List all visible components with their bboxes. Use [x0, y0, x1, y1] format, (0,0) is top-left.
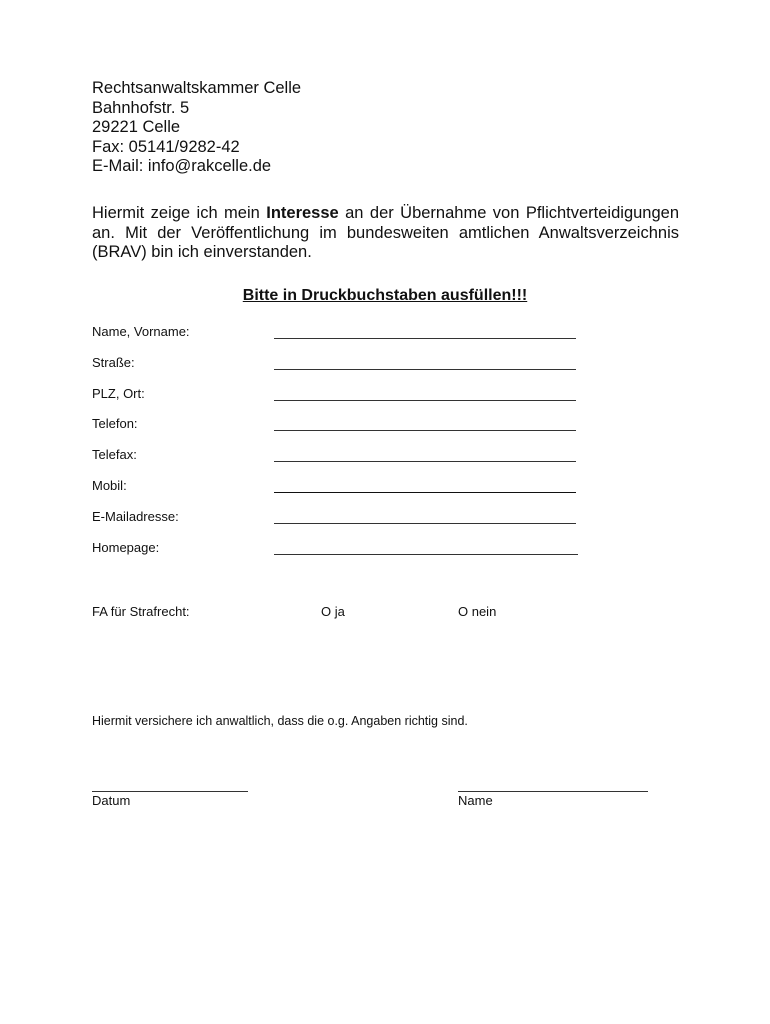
fill-in-line[interactable] [274, 523, 576, 524]
fill-in-line[interactable] [274, 369, 576, 370]
fill-in-line[interactable] [274, 338, 576, 339]
name-label: Name [458, 793, 493, 808]
field-label: Homepage: [92, 540, 160, 555]
fill-in-line[interactable] [274, 430, 576, 431]
field-label: Straße: [92, 355, 135, 370]
intro-paragraph [92, 204, 679, 263]
address-organization: Rechtsanwaltskammer Celle [92, 79, 302, 97]
address-email: E-Mail: info@rakcelle.de [92, 157, 272, 175]
instruction-heading: Bitte in Druckbuchstaben ausfüllen!!! [242, 287, 528, 304]
fill-in-line[interactable] [274, 400, 576, 401]
field-label: E-Mailadresse: [92, 509, 179, 524]
intro-text-end: an der Übernahme von Pflichtverteidigungen an. Mit der Veröffentlichung im bundesweiten amtlichen Anwaltsverzeichnis (BRAV) bin ich einverstanden. [92, 204, 679, 261]
field-label: PLZ, Ort: [92, 386, 145, 401]
fa-option-yes[interactable]: O ja [321, 604, 345, 619]
field-postcode-city [92, 386, 582, 406]
fa-option-no[interactable]: O nein [458, 604, 497, 619]
fill-in-line[interactable] [274, 492, 576, 493]
date-label: Datum [92, 793, 131, 808]
field-label: Telefon: [92, 416, 138, 431]
field-label: Name, Vorname: [92, 324, 190, 339]
fill-in-line[interactable] [274, 461, 576, 462]
address-fax: Fax: 05141/9282-42 [92, 137, 240, 156]
name-signature-line[interactable] [458, 791, 648, 792]
field-phone [92, 416, 582, 436]
field-label: Mobil: [92, 478, 127, 493]
address-street: Bahnhofstr. 5 [92, 98, 190, 117]
fill-in-line[interactable] [274, 554, 578, 555]
field-name [92, 324, 582, 344]
intro-bold-word: Interesse [266, 204, 339, 222]
field-email [92, 509, 582, 529]
intro-text-start: Hiermit zeige ich mein [92, 204, 267, 222]
field-mobile [92, 478, 582, 498]
fa-strafrecht-label: FA für Strafrecht: [92, 604, 190, 619]
address-city: 29221 Celle [92, 118, 181, 136]
confirmation-statement: Hiermit versichere ich anwaltlich, dass die o.g. Angaben richtig sind. [92, 714, 468, 728]
field-street [92, 355, 582, 375]
field-fax [92, 447, 582, 467]
date-signature-line[interactable] [92, 791, 248, 792]
field-label: Telefax: [92, 447, 137, 462]
recipient-address [92, 79, 301, 177]
field-homepage [92, 540, 582, 560]
